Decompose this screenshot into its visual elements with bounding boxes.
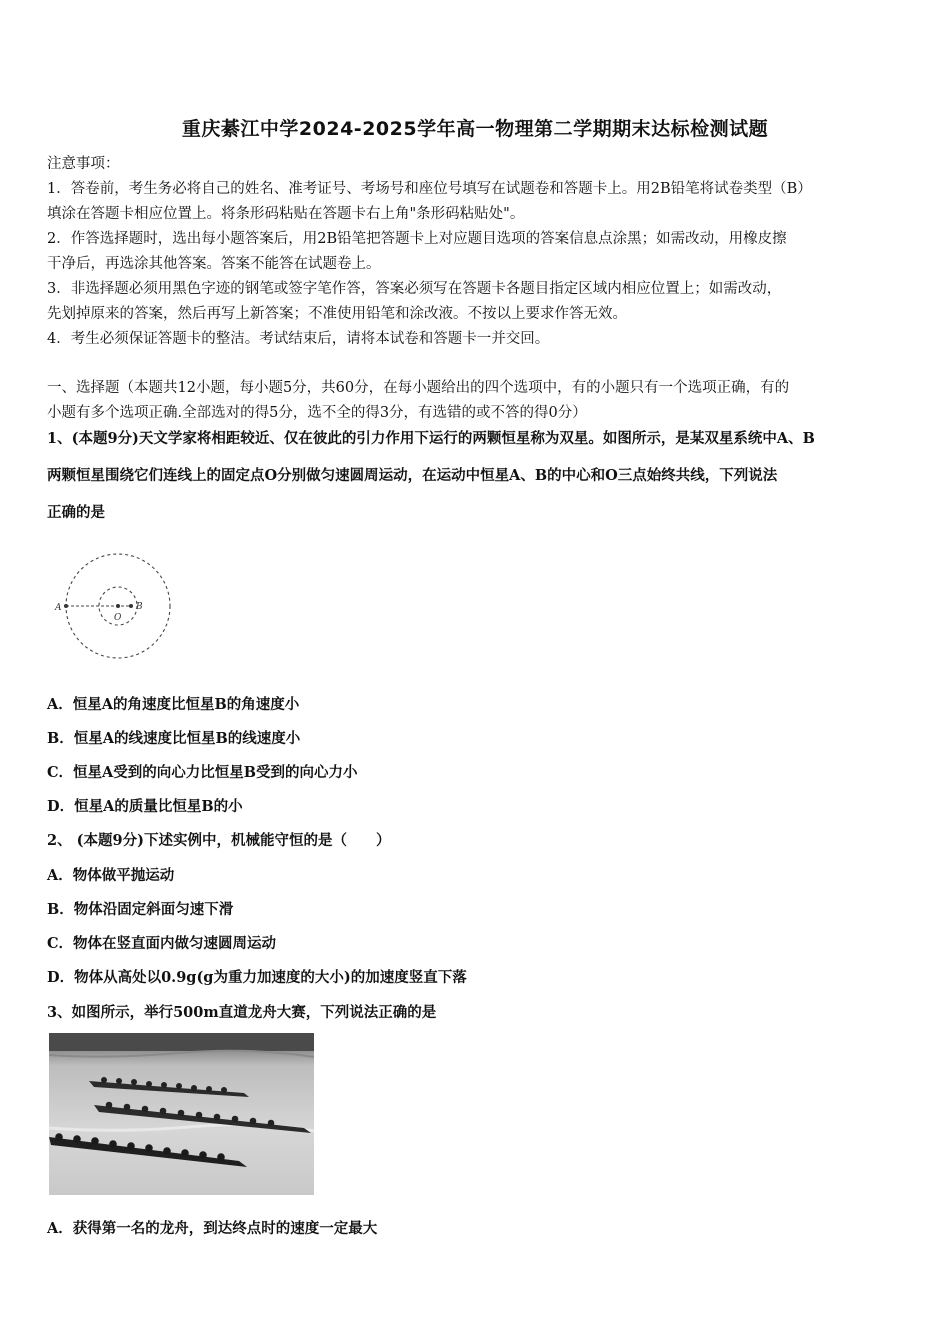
question-1-option: B．恒星A的线速度比恒星B的线速度小: [47, 730, 301, 747]
notice-line: 先划掉原来的答案，然后再写上新答案；不准使用铅笔和涂改液。不按以上要求作答无效。: [47, 306, 627, 322]
binary-star-diagram: [50, 541, 175, 671]
notice-line: 1．答卷前，考生务必将自己的姓名、准考证号、考场号和座位号填写在试题卷和答题卡上。用2B铅笔将试卷类型（B）: [47, 181, 812, 197]
question-2-option: A．物体做平抛运动: [47, 867, 175, 884]
question-3-stem: 3、如图所示，举行500m直道龙舟大赛，下列说法正确的是: [47, 1004, 437, 1021]
dragon-boat-photo: [49, 1033, 314, 1195]
question-1-option: A．恒星A的角速度比恒星B的角速度小: [47, 696, 300, 713]
question-2-stem: 2、 (本题9分)下述实例中，机械能守恒的是（ ）: [47, 832, 391, 849]
notice-line: 干净后，再选涂其他答案。答案不能答在试题卷上。: [47, 256, 381, 272]
far-shore: [49, 1033, 314, 1051]
notice-line: 填涂在答题卡相应位置上。将条形码粘贴在答题卡右上角"条形码粘贴处"。: [47, 206, 525, 222]
question-1-stem: 1、(本题9分)天文学家将相距较近、仅在彼此的引力作用下运行的两颗恒星称为双星。如图所示，是某双星系统中A、B: [47, 430, 815, 447]
star-a-icon: [64, 604, 68, 608]
notice-line: 2．作答选择题时，选出每小题答案后，用2B铅笔把答题卡上对应题目选项的答案信息点涂黑；如需改动，用橡皮擦: [47, 231, 787, 247]
question-1-stem: 两颗恒星围绕它们连线上的固定点O分别做匀速圆周运动，在运动中恒星A、B的中心和O三点始终共线，下列说法: [47, 467, 778, 484]
notice-heading: 注意事项：: [47, 156, 120, 172]
label-o: O: [114, 613, 122, 623]
star-b-icon: [129, 604, 133, 608]
section-instructions: 小题有多个选项正确.全部选对的得5分，选不全的得3分，有选错的或不答的得0分）: [47, 405, 587, 421]
notice-line: 3．非选择题必须用黑色字迹的钢笔或签字笔作答，答案必须写在答题卡各题目指定区域内相应位置上；如需改动，: [47, 281, 782, 297]
question-1-option: C．恒星A受到的向心力比恒星B受到的向心力小: [47, 764, 358, 781]
label-a: A: [55, 603, 62, 613]
question-3-option: A．获得第一名的龙舟，到达终点时的速度一定最大: [47, 1220, 378, 1237]
label-b: B: [136, 602, 143, 612]
question-2-option: C．物体在竖直面内做匀速圆周运动: [47, 935, 277, 952]
section-instructions: 一、选择题（本题共12小题，每小题5分，共60分，在每小题给出的四个选项中，有的小题只有一个选项正确，有的: [47, 380, 790, 396]
question-2-option: D．物体从高处以0.9g(g为重力加速度的大小)的加速度竖直下落: [47, 969, 467, 986]
center-point-icon: [116, 604, 120, 608]
question-1-stem: 正确的是: [47, 504, 105, 521]
notice-line: 4．考生必须保证答题卡的整洁。考试结束后，请将本试卷和答题卡一并交回。: [47, 331, 550, 347]
page-title: 重庆綦江中学2024-2025学年高一物理第二学期期末达标检测试题: [181, 118, 769, 140]
question-2-option: B．物体沿固定斜面匀速下滑: [47, 901, 234, 918]
question-1-option: D．恒星A的质量比恒星B的小: [47, 798, 243, 815]
